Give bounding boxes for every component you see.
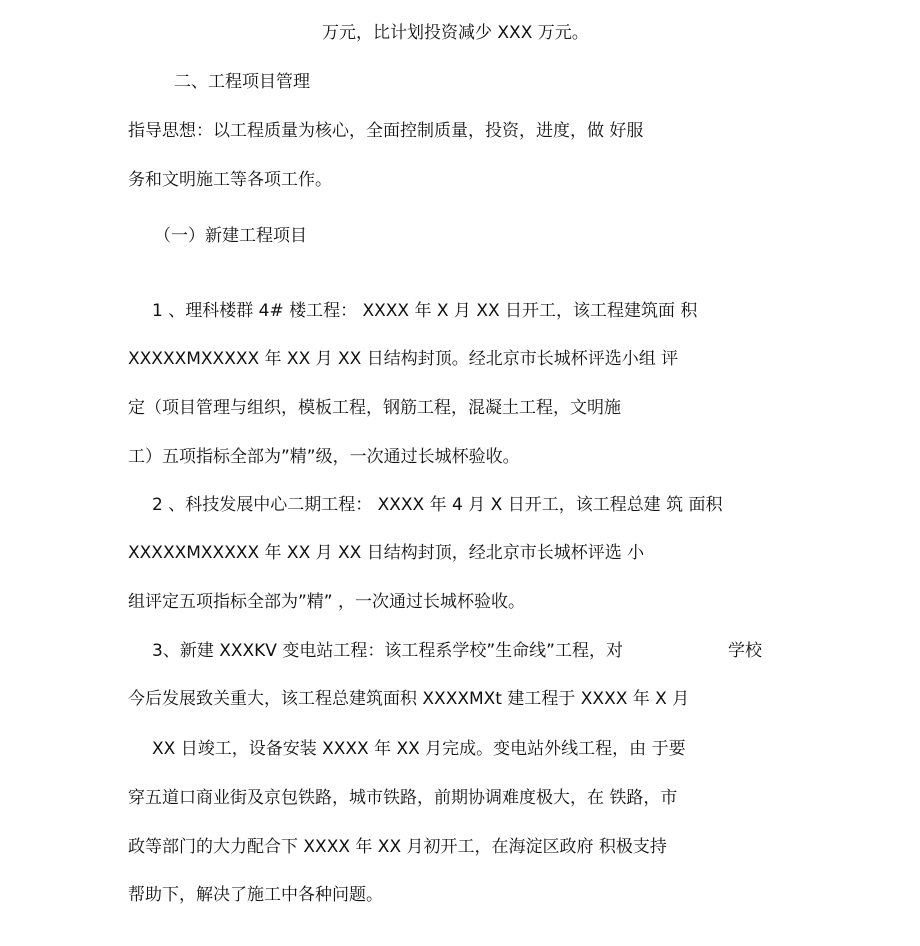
text-line-10: 2 、科技发展中心二期工程： XXXX 年 4 月 X 日开工，该工程总建 筑 面积 [152,495,723,515]
text-line-1: 万元，比计划投资减少 XXX 万元。 [322,23,589,43]
section-heading: 二、工程项目管理 [174,72,310,92]
text-line-4: 务和文明施工等各项工作。 [128,170,332,190]
text-line-6: 1 、理科楼群 4# 楼工程： XXXX 年 X 月 XX 日开工，该工程建筑面 积 [152,301,698,321]
text-line-9: 工）五项指标全部为”精”级，一次通过长城杯验收。 [128,447,520,467]
subsection-heading: （一）新建工程项目 [154,226,307,246]
text-line-12: 组评定五项指标全部为”精” ，一次通过长城杯验收。 [128,592,526,612]
text-line-7: XXXXXMXXXXX 年 XX 月 XX 日结构封顶。经北京市长城杯评选小组 评 [128,349,679,369]
text-line-13: 3、新建 XXXKV 变电站工程：该工程系学校”生命线”工程，对 [152,641,623,661]
text-line-3: 指导思想：以工程质量为核心，全面控制质量，投资，进度，做 好服 [128,121,644,141]
text-line-18: 帮助下，解决了施工中各种问题。 [128,885,383,905]
text-line-8: 定（项目管理与组织，模板工程，钢筋工程，混凝土工程，文明施 [128,398,621,418]
text-line-11: XXXXXMXXXXX 年 XX 月 XX 日结构封顶，经北京市长城杯评选 小 [128,543,645,563]
text-line-14: 今后发展致关重大，该工程总建筑面积 XXXXMXt 建工程于 XXXX 年 X 月 [128,689,690,709]
text-line-15: XX 日竣工，设备安装 XXXX 年 XX 月完成。变电站外线工程，由 于要 [152,739,686,759]
text-line-13-end: 学校 [728,641,762,661]
text-line-17: 政等部门的大力配合下 XXXX 年 XX 月初开工，在海淀区政府 积极支持 [128,837,667,857]
text-line-16: 穿五道口商业街及京包铁路，城市铁路，前期协调难度极大，在 铁路，市 [128,788,678,808]
